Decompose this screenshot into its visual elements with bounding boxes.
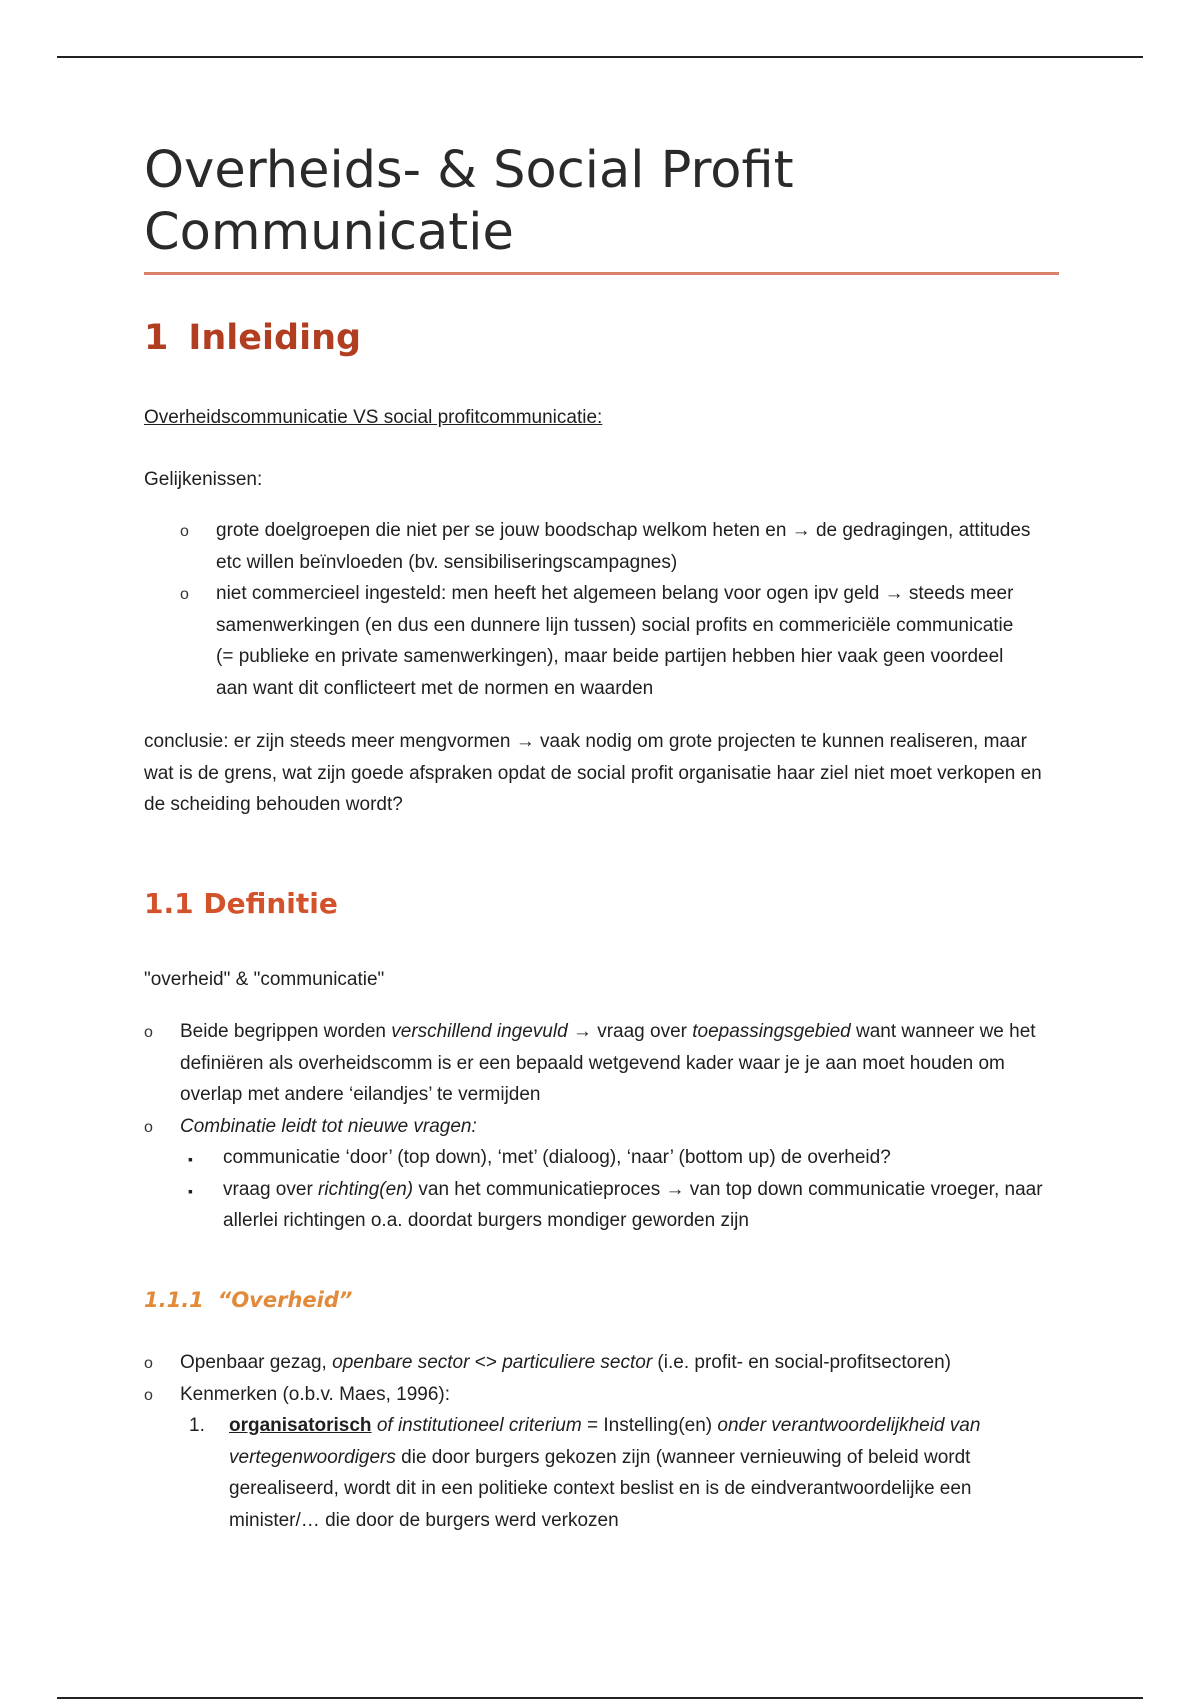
intro-heading: Overheidscommunicatie VS social profitcommunicatie: — [144, 407, 603, 428]
circle-bullet-icon: o — [180, 586, 189, 603]
arrow-icon: → — [665, 1178, 685, 1200]
list-number: 1. — [189, 1415, 205, 1436]
heading-definitie: 1.1 Definitie — [144, 887, 338, 920]
heading-inleiding — [144, 318, 361, 358]
page-bottom-rule — [57, 1697, 1143, 1699]
document-title: Overheids- & Social Profit Communicatie — [144, 141, 794, 262]
arrow-icon: → — [884, 583, 904, 604]
heading-overheid: 1.1.1 “Overheid” — [144, 1288, 353, 1312]
sub-list-item: ▪ communicatie ‘door’ (top down), ‘met’ (dialoog), ‘naar’ (bottom up) de overheid? — [180, 1142, 1060, 1174]
square-bullet-icon: ▪ — [188, 1182, 193, 1199]
circle-bullet-icon: o — [144, 1024, 153, 1041]
definitie-quote: "overheid" & "communicatie" — [144, 969, 385, 990]
heading-number: 1 — [144, 318, 169, 358]
list-item: o Beide begrippen worden verschillend ingevuld → vraag over toepassingsgebied want wanneer we het definiëren als overheidscomm is er een bepaald wetgevend kader waar je je aan moet houden om overlap met andere ‘eilandjes’ te vermijden — [180, 1016, 1060, 1111]
overheid-list — [144, 1347, 1060, 1536]
arrow-icon: → — [515, 731, 535, 752]
square-bullet-icon: ▪ — [188, 1151, 193, 1167]
title-underline — [144, 272, 1059, 275]
arrow-icon: → — [791, 520, 811, 541]
list-item: o Combinatie leidt tot nieuwe vragen: — [180, 1111, 1060, 1143]
circle-bullet-icon: o — [144, 1118, 153, 1136]
similarities-label: Gelijkenissen: — [144, 469, 263, 490]
sub-list-item: ▪ vraag over richting(en) van het communicatieproces → van top down communicatie vroeger, naar allerlei richtingen o.a. doordat burgers mondiger geworden zijn — [180, 1174, 1060, 1237]
page-top-rule — [57, 56, 1143, 58]
circle-bullet-icon: o — [144, 1355, 153, 1372]
conclusion-paragraph: conclusie: er zijn steeds meer mengvormen → vaak nodig om grote projecten te kunnen realiseren, maar wat is de grens, wat zijn goede afspraken opdat de social profit organisatie haar ziel niet moet verkopen en de scheiding behouden wordt? — [144, 731, 1042, 815]
circle-bullet-icon: o — [144, 1386, 153, 1404]
arrow-icon: → — [567, 1021, 598, 1042]
list-item: o grote doelgroepen die niet per se jouw boodschap welkom heten en → de gedragingen, attitudes etc willen beïnvloeden (bv. sensibiliseringscampagnes) — [216, 515, 1036, 578]
list-item: o Kenmerken (o.b.v. Maes, 1996): — [180, 1379, 1060, 1411]
list-item: o niet commercieel ingesteld: men heeft het algemeen belang voor ogen ipv geld → steeds meer samenwerkingen (en dus een dunnere lijn tussen) social profits en commericiële communicatie (= publieke en private samenwerkingen), maar beide partijen hebben hier vaak geen voordeel aan want dit conflicteert met de normen en waarden — [216, 578, 1036, 704]
definitie-list — [144, 1016, 1060, 1237]
similarities-list — [180, 515, 1036, 704]
list-item: o Openbaar gezag, openbare sector <> particuliere sector (i.e. profit- en social-profitsectoren) — [180, 1347, 1060, 1379]
heading-label: Inleiding — [188, 318, 362, 358]
numbered-list-item: 1. organisatorisch of institutioneel criterium = Instelling(en) onder verantwoordelijkheid van vertegenwoordigers die door burgers gekozen zijn (wanneer vernieuwing of beleid wordt gerealiseerd, wordt dit in een politieke context beslist en is de eindverantwoordelijke een minister/… die door de burgers werd verkozen — [180, 1410, 1060, 1536]
circle-bullet-icon: o — [180, 523, 189, 540]
